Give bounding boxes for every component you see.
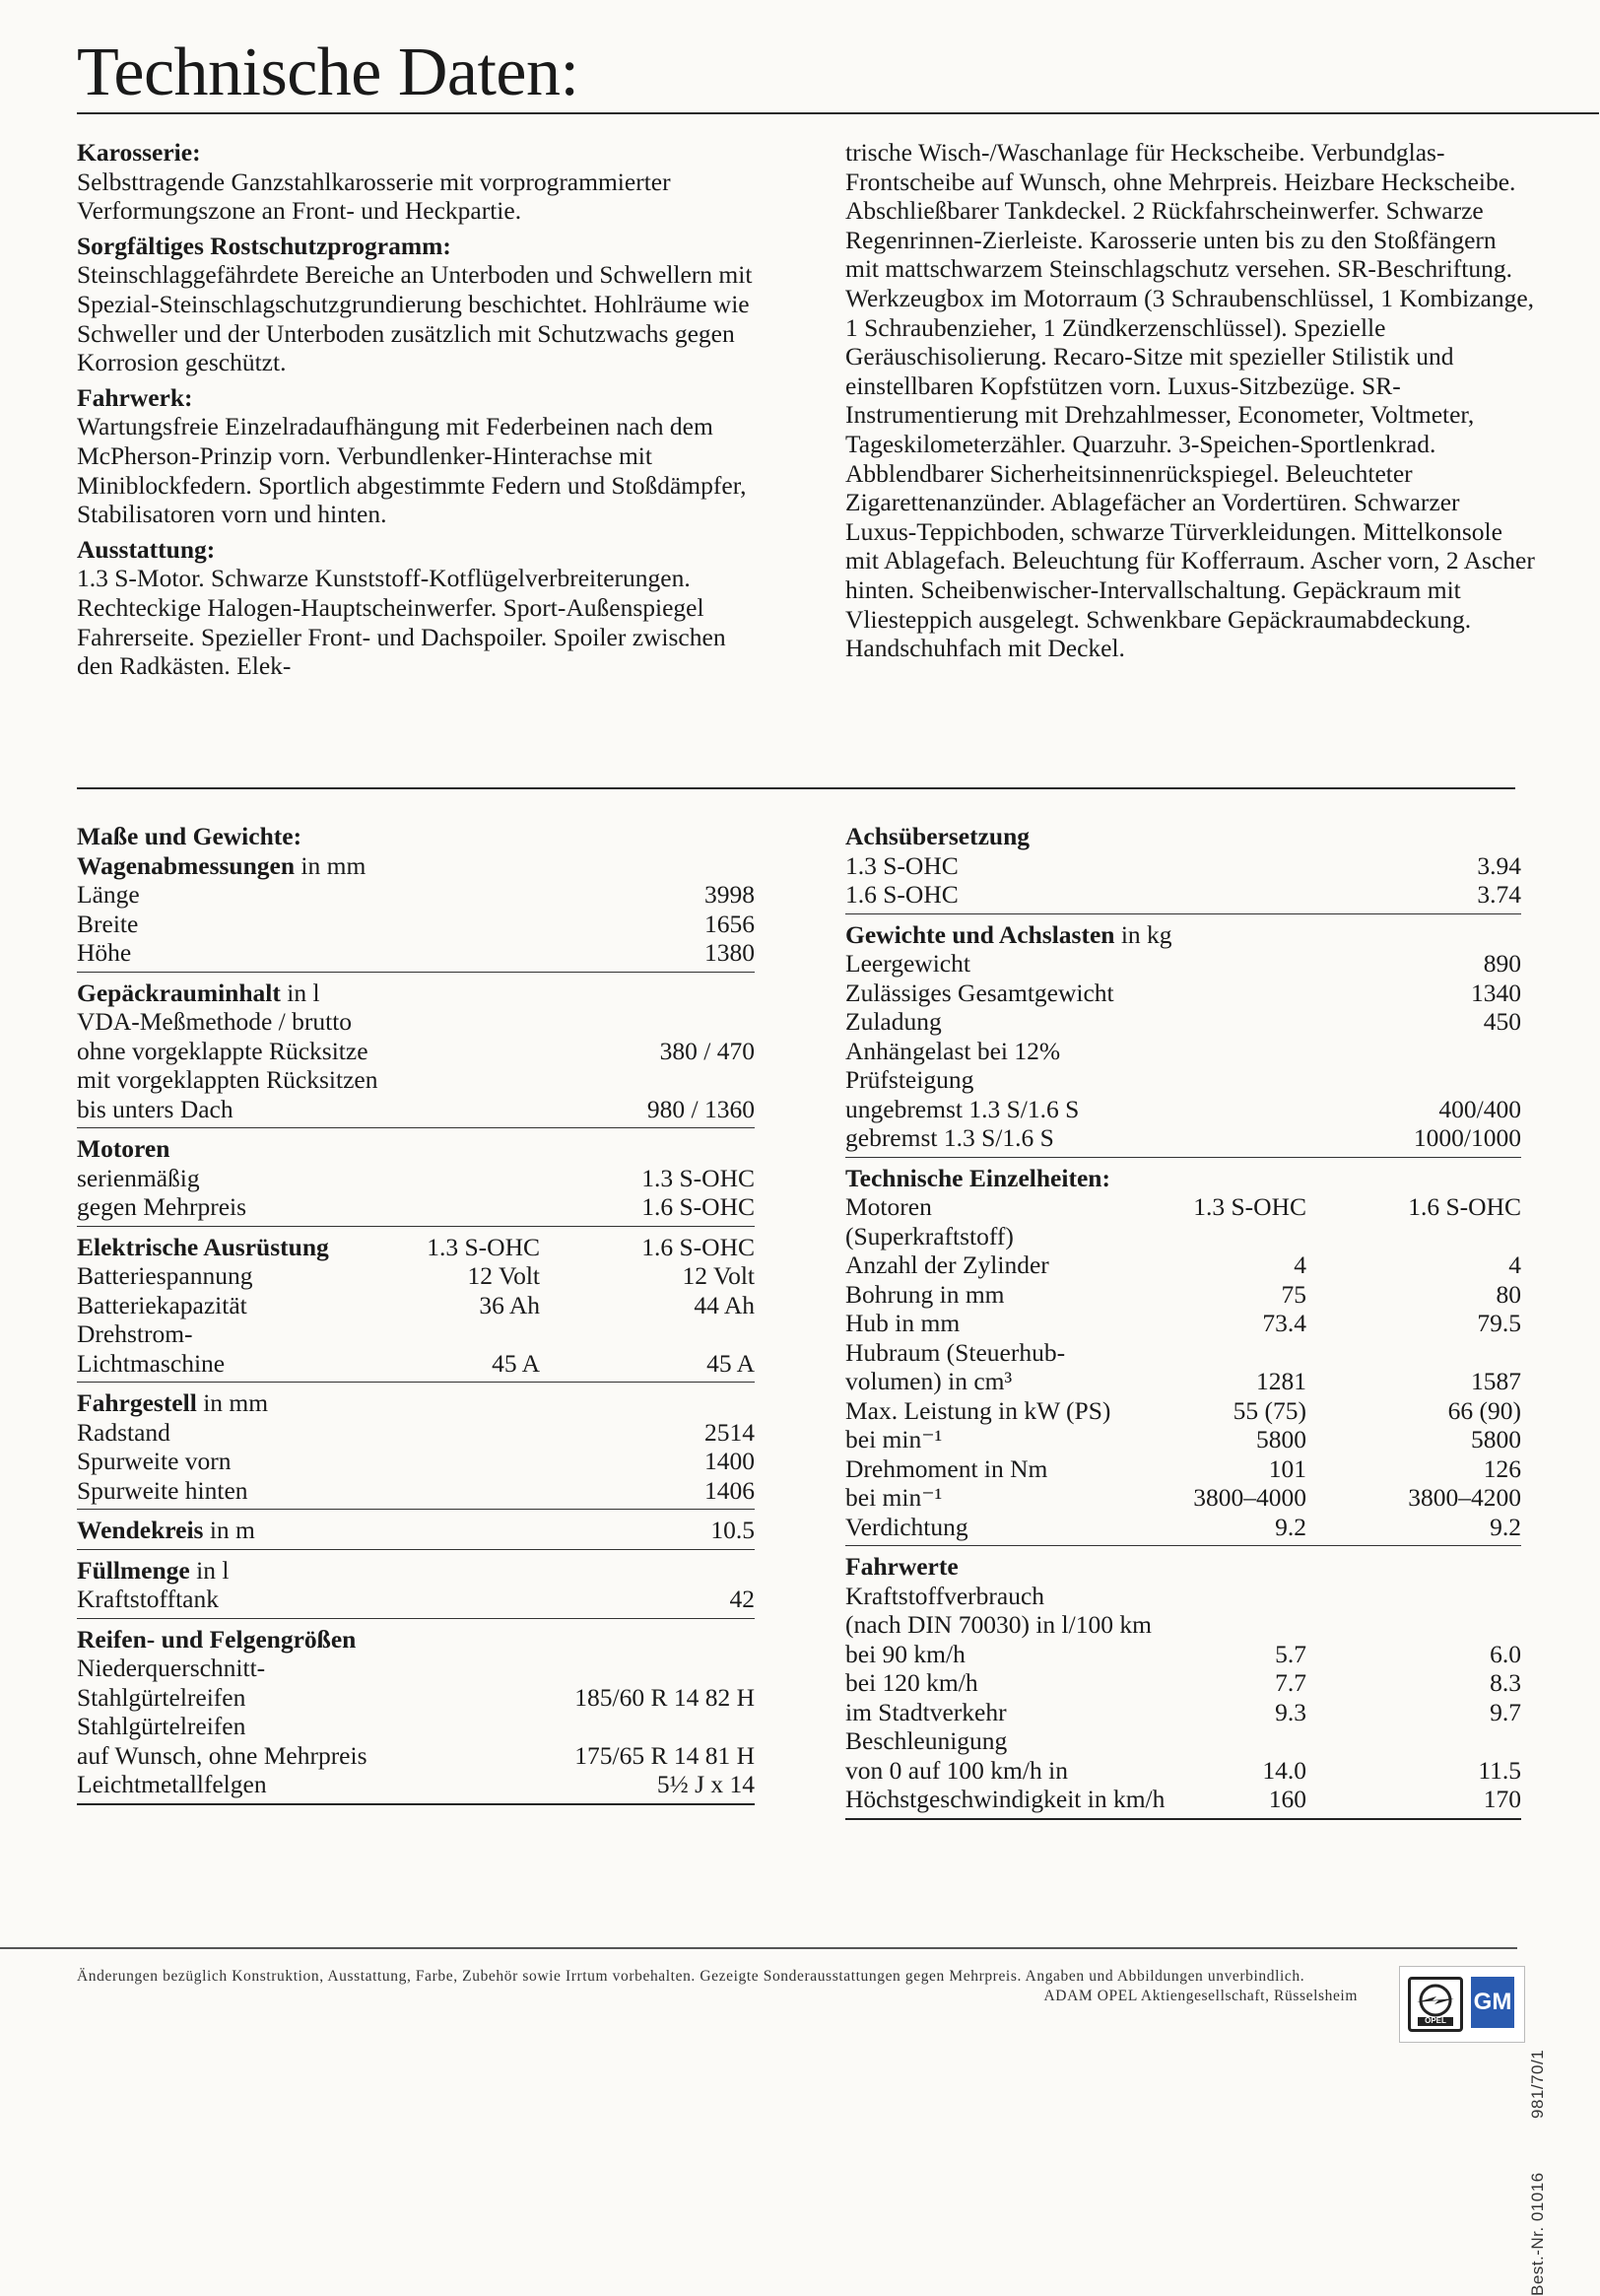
- spec-row: [845, 1513, 1521, 1542]
- spec-label-text: ungebremst 1.3 S/1.6 S: [845, 1094, 1080, 1123]
- spec-row: [845, 1095, 1521, 1124]
- spec-label: [845, 1552, 959, 1582]
- spec-label-text: Spurweite vorn: [77, 1447, 232, 1475]
- spec-label: [845, 1756, 1068, 1786]
- spec-label: [77, 1585, 219, 1614]
- spec-label-text: bei 90 km/h: [845, 1639, 966, 1668]
- spec-label: [845, 1280, 1005, 1310]
- spec-label: [77, 1192, 246, 1222]
- spec-label-text: volumen) in cm³: [845, 1367, 1013, 1395]
- spec-value-1: 5800: [1256, 1425, 1306, 1453]
- spec-row: [77, 1007, 755, 1037]
- spec-value-2: 4: [1508, 1250, 1521, 1279]
- spec-row: [845, 1552, 1521, 1582]
- spec-value-2: 42: [729, 1585, 755, 1613]
- spec-row: [845, 1668, 1521, 1698]
- spec-row: [77, 1770, 755, 1799]
- spec-label: [845, 949, 970, 979]
- spec-value-2: 10.5: [710, 1516, 755, 1544]
- opel-logo-text: OPEL: [1425, 2016, 1446, 2025]
- spec-row: [845, 1280, 1521, 1310]
- spec-value-2: 11.5: [1478, 1755, 1521, 1785]
- spec-row: [77, 1625, 755, 1654]
- spec-label-text: bis unters Dach: [77, 1094, 233, 1123]
- order-number: Best.-Nr. 01016: [1528, 2172, 1547, 2296]
- brand-logos: [1399, 1966, 1525, 2043]
- spec-value-1: 1281: [1256, 1367, 1306, 1395]
- gm-logo-icon: GM: [1471, 1977, 1514, 2028]
- spec-value-2: 9.2: [1490, 1512, 1521, 1541]
- spec-label: [845, 880, 959, 910]
- spec-label-text: 1.3 S-OHC: [845, 850, 959, 880]
- spec-value-1: 160: [1268, 1785, 1306, 1813]
- spec-row: [77, 1388, 755, 1418]
- spec-value-1: 36 Ah: [479, 1290, 540, 1319]
- spec-value-2: 79.5: [1477, 1309, 1521, 1337]
- spec-row: [845, 1338, 1521, 1368]
- spec-section: [77, 1516, 755, 1550]
- spec-label: [845, 1698, 1007, 1727]
- spec-label: [77, 1770, 267, 1799]
- spec-label-text: Technische Einzelheiten:: [845, 1163, 1110, 1192]
- spec-label-text: gebremst 1.3 S/1.6 S: [845, 1123, 1054, 1152]
- spec-label-text: Maße und Gewichte:: [77, 822, 302, 850]
- spec-unit: in l: [280, 978, 320, 1007]
- spec-row: [845, 1726, 1521, 1756]
- print-code: 981/70/1: [1528, 2049, 1547, 2119]
- page-title: Technische Daten:: [77, 34, 579, 110]
- spec-section: [77, 1556, 755, 1619]
- spec-row: [845, 920, 1521, 950]
- spec-label: [845, 1309, 960, 1338]
- spec-row: [845, 1698, 1521, 1727]
- spec-row: [845, 1037, 1521, 1066]
- spec-row: [77, 851, 755, 881]
- spec-value-2: 6.0: [1490, 1639, 1521, 1668]
- spec-value-2: 890: [1483, 949, 1521, 978]
- spec-label: [77, 910, 138, 939]
- spec-value-2: 1.6 S-OHC: [641, 1192, 755, 1221]
- spec-label: [77, 979, 320, 1008]
- spec-value-1: 101: [1268, 1453, 1306, 1483]
- spec-row: [77, 880, 755, 910]
- spec-row: [77, 1233, 755, 1262]
- karosserie-heading: Karosserie:: [77, 138, 201, 167]
- spec-value-1: 9.3: [1275, 1697, 1306, 1726]
- spec-value-2: 5800: [1471, 1425, 1521, 1453]
- spec-label: [77, 1164, 200, 1193]
- spec-row: [845, 1396, 1521, 1426]
- spec-value-1: 9.2: [1275, 1512, 1306, 1541]
- spec-label: [77, 1007, 352, 1037]
- spec-section: [77, 1134, 755, 1227]
- spec-label: [845, 1425, 942, 1454]
- spec-label: [845, 1396, 1110, 1426]
- spec-label-text: Anhängelast bei 12%: [845, 1036, 1061, 1065]
- spec-label-text: Prüfsteigung: [845, 1065, 974, 1094]
- spec-section: [77, 1388, 755, 1510]
- spec-label-text: bei min⁻¹: [845, 1425, 943, 1453]
- spec-row: [77, 1065, 755, 1095]
- spec-label-text: mit vorgeklappten Rücksitzen: [77, 1065, 378, 1094]
- spec-value-2: 8.3: [1490, 1668, 1521, 1697]
- spec-row: [77, 1291, 755, 1320]
- spec-value-2: 1000/1000: [1413, 1123, 1521, 1152]
- spec-label-text: Leichtmetallfelgen: [77, 1770, 267, 1798]
- spec-value-2: 66 (90): [1447, 1395, 1521, 1425]
- spec-label: [77, 1654, 265, 1683]
- spec-value-1: 45 A: [492, 1348, 540, 1378]
- spec-table-left: [77, 822, 755, 1811]
- rostschutz-heading: Sorgfältiges Rostschutzprogramm:: [77, 231, 451, 260]
- spec-value-2: 400/400: [1438, 1094, 1521, 1123]
- fahrwerk-heading: Fahrwerk:: [77, 382, 193, 412]
- spec-value-2: 3998: [704, 880, 755, 909]
- spec-row: [845, 1192, 1521, 1222]
- spec-section: [77, 822, 755, 973]
- spec-label-text: Länge: [77, 880, 140, 909]
- spec-unit: in m: [203, 1516, 255, 1544]
- spec-row: [77, 822, 755, 851]
- spec-label: [845, 1123, 1054, 1153]
- spec-label-text: Höhe: [77, 938, 132, 967]
- spec-label-text: Stahlgürtelreifen: [77, 1712, 246, 1740]
- spec-row: [77, 1712, 755, 1741]
- spec-row: [845, 1425, 1521, 1454]
- spec-label: [845, 1192, 932, 1222]
- spec-label-text: Wagenabmessungen: [77, 850, 296, 880]
- spec-label: [77, 1388, 268, 1418]
- spec-value-2: 2514: [704, 1417, 755, 1447]
- spec-row: [77, 1556, 755, 1586]
- spec-label-text: Leergewicht: [845, 949, 970, 978]
- spec-row: [845, 979, 1521, 1008]
- intro-right-column: [845, 138, 1535, 663]
- spec-label: [77, 880, 140, 910]
- spec-label: [845, 822, 1030, 851]
- title-underline: [77, 112, 1599, 114]
- spec-unit: in l: [189, 1555, 230, 1585]
- spec-label-text: von 0 auf 100 km/h in: [845, 1755, 1068, 1785]
- spec-label-text: 1.6 S-OHC: [845, 880, 959, 909]
- spec-value-1: 75: [1281, 1279, 1306, 1309]
- spec-value-1: 73.4: [1262, 1309, 1306, 1337]
- spec-label-text: Fahrwerte: [845, 1552, 959, 1581]
- spec-label-text: Elektrische Ausrüstung: [77, 1232, 329, 1261]
- spec-label-text: Batteriekapazität: [77, 1290, 247, 1319]
- footer-company: ADAM OPEL Aktiengesellschaft, Rüsselsheim: [1043, 1988, 1358, 2004]
- spec-row: [845, 1785, 1521, 1814]
- spec-label: [77, 1516, 255, 1545]
- spec-label-text: bei 120 km/h: [845, 1668, 978, 1697]
- spec-label: [845, 979, 1114, 1008]
- spec-label-text: Motoren: [77, 1134, 170, 1163]
- spec-row: [845, 1164, 1521, 1193]
- spec-label-text: (Superkraftstoff): [845, 1221, 1014, 1250]
- spec-label: [845, 1095, 1079, 1124]
- spec-label: [845, 1250, 1049, 1280]
- spec-label: [77, 851, 366, 881]
- spec-row: [77, 1516, 755, 1545]
- spec-row: [77, 1683, 755, 1713]
- spec-label: [845, 1222, 1014, 1251]
- section-divider: [77, 787, 1515, 789]
- spec-label: [845, 1726, 1007, 1756]
- spec-row: [845, 949, 1521, 979]
- spec-label: [845, 1483, 942, 1513]
- spec-value-2: 1.3 S-OHC: [641, 1163, 755, 1192]
- spec-label-text: VDA-Meßmethode / brutto: [77, 1007, 353, 1036]
- fahrwerk-text: Wartungsfreie Einzelradaufhängung mit Federbeinen nach dem McPherson-Prinzip vorn. Verbundlenker-Hinterachse mit Miniblockfedern. Sportlich abgestimmte Federn und Stoßdämpfer, Stabilisatoren vorn und hinten.: [77, 412, 747, 529]
- spec-label-text: Füllmenge: [77, 1555, 190, 1585]
- spec-row: [77, 1585, 755, 1614]
- spec-label: [845, 1065, 973, 1095]
- spec-row: [845, 822, 1521, 851]
- spec-label: [845, 1164, 1110, 1193]
- spec-value-2: 126: [1483, 1453, 1521, 1483]
- spec-label: [77, 1095, 233, 1124]
- spec-label-text: Beschleunigung: [845, 1726, 1008, 1755]
- spec-value-2: 45 A: [706, 1348, 755, 1378]
- spec-label-text: Reifen- und Felgengrößen: [77, 1624, 357, 1654]
- spec-row: [845, 1582, 1521, 1611]
- opel-blitz-logo-icon: [1408, 1977, 1463, 2032]
- spec-label-text: Drehstrom-: [77, 1319, 193, 1348]
- spec-label-text: gegen Mehrpreis: [77, 1192, 247, 1221]
- spec-row: [77, 1164, 755, 1193]
- spec-label-text: Fahrgestell: [77, 1388, 197, 1417]
- spec-label-text: Verdichtung: [845, 1512, 968, 1541]
- spec-row: [845, 1222, 1521, 1251]
- spec-value-2: 9.7: [1490, 1697, 1521, 1726]
- spec-value-2: 1656: [704, 909, 755, 938]
- spec-row: [845, 1610, 1521, 1640]
- spec-row: [77, 1134, 755, 1164]
- spec-value-2: 5½ J x 14: [656, 1770, 755, 1798]
- spec-label: [77, 1065, 377, 1095]
- spec-row: [77, 1095, 755, 1124]
- spec-label: [845, 1513, 968, 1542]
- spec-value-2: 1380: [704, 938, 755, 967]
- spec-section: [845, 822, 1521, 914]
- spec-label: [77, 1418, 170, 1448]
- spec-value-1: 14.0: [1262, 1755, 1306, 1785]
- spec-value-2: 80: [1496, 1279, 1521, 1309]
- spec-label-text: Max. Leistung in kW (PS): [845, 1395, 1111, 1425]
- spec-section: [77, 1233, 755, 1384]
- intro-left-column: [77, 138, 767, 681]
- spec-unit: in mm: [196, 1388, 269, 1417]
- spec-label: [77, 1037, 368, 1066]
- spec-row: [845, 880, 1521, 910]
- spec-table-right: [845, 822, 1521, 1826]
- spec-label: [845, 1367, 1012, 1396]
- spec-label-text: Wendekreis: [77, 1516, 204, 1544]
- spec-value-2: 1.6 S-OHC: [641, 1232, 755, 1261]
- spec-row: [845, 851, 1521, 881]
- spec-value-1: 1.3 S-OHC: [427, 1232, 540, 1261]
- spec-row: [77, 1654, 755, 1683]
- spec-row: [845, 1454, 1521, 1484]
- spec-label: [77, 1683, 245, 1713]
- spec-label-text: Anzahl der Zylinder: [845, 1250, 1049, 1279]
- spec-label: [845, 1007, 942, 1037]
- spec-label: [77, 1476, 248, 1506]
- spec-label-text: ohne vorgeklappte Rücksitze: [77, 1036, 368, 1065]
- spec-label: [77, 1134, 169, 1164]
- spec-value-2: 185/60 R 14 82 H: [574, 1682, 755, 1712]
- spec-label: [77, 1319, 193, 1349]
- spec-label: [845, 1640, 966, 1669]
- spec-row: [77, 1349, 755, 1379]
- spec-value-2: 3.74: [1477, 880, 1521, 909]
- spec-value-2: 3800–4200: [1408, 1483, 1521, 1512]
- spec-label: [845, 1454, 1047, 1484]
- spec-row: [77, 1741, 755, 1771]
- spec-label-text: serienmäßig: [77, 1163, 200, 1192]
- spec-value-1: 7.7: [1275, 1668, 1306, 1697]
- spec-label-text: Zuladung: [845, 1007, 942, 1036]
- spec-row: [845, 1123, 1521, 1153]
- spec-row: [77, 1418, 755, 1448]
- spec-row: [77, 910, 755, 939]
- spec-value-2: 1406: [704, 1475, 755, 1505]
- footer: [77, 1967, 1358, 2006]
- spec-row: [845, 1640, 1521, 1669]
- spec-row: [77, 1447, 755, 1476]
- spec-row: [77, 1192, 755, 1222]
- spec-label-text: bei min⁻¹: [845, 1483, 943, 1512]
- spec-label-text: Breite: [77, 909, 139, 938]
- spec-value-2: 1400: [704, 1447, 755, 1475]
- spec-label-text: Achsübersetzung: [845, 822, 1031, 850]
- spec-label: [845, 1785, 1165, 1814]
- spec-label: [77, 1261, 252, 1291]
- spec-row: [77, 1319, 755, 1349]
- spec-label-text: Radstand: [77, 1417, 170, 1447]
- footer-divider: [0, 1947, 1517, 1949]
- spec-label: [77, 1233, 329, 1262]
- spec-section: [77, 979, 755, 1129]
- spec-value-2: 1340: [1471, 978, 1521, 1007]
- spec-value-1: 12 Volt: [467, 1261, 540, 1290]
- spec-label: [77, 1349, 225, 1379]
- spec-row: [845, 1483, 1521, 1513]
- spec-label-text: Hub in mm: [845, 1309, 961, 1337]
- spec-label-text: Höchstgeschwindigkeit in km/h: [845, 1785, 1166, 1813]
- spec-row: [77, 1476, 755, 1506]
- spec-value-2: 175/65 R 14 81 H: [574, 1740, 755, 1770]
- spec-label: [845, 1338, 1065, 1368]
- spec-row: [845, 1007, 1521, 1037]
- spec-label-text: Kraftstofftank: [77, 1585, 219, 1613]
- spec-row: [77, 1261, 755, 1291]
- spec-label: [845, 1037, 1060, 1066]
- spec-row: [77, 938, 755, 968]
- spec-row: [845, 1756, 1521, 1786]
- spec-value-2: 3.94: [1477, 850, 1521, 880]
- footer-disclaimer: Änderungen bezüglich Konstruktion, Ausstattung, Farbe, Zubehör sowie Irrtum vorbehalten. Gezeigte Sonderausstattungen gegen Mehrpreis. Angaben und Abbildungen unverbindlich.: [77, 1968, 1305, 1985]
- spec-row: [845, 1065, 1521, 1095]
- spec-label: [77, 938, 131, 968]
- spec-label: [77, 1291, 247, 1320]
- spec-label-text: auf Wunsch, ohne Mehrpreis: [77, 1740, 367, 1770]
- spec-label-text: Bohrung in mm: [845, 1279, 1005, 1309]
- spec-label-text: Drehmoment in Nm: [845, 1453, 1048, 1483]
- spec-label-text: Motoren: [845, 1192, 932, 1221]
- spec-unit: in kg: [1114, 919, 1172, 949]
- spec-label: [77, 1712, 245, 1741]
- spec-label: [845, 1582, 1044, 1611]
- spec-section: [845, 920, 1521, 1158]
- karosserie-text: Selbsttragende Ganzstahlkarosserie mit vorprogrammierter Verformungszone an Front- und Heckpartie.: [77, 167, 671, 226]
- spec-label-text: Gepäckrauminhalt: [77, 978, 281, 1007]
- ausstattung-heading: Ausstattung:: [77, 534, 216, 564]
- spec-label-text: Batteriespannung: [77, 1261, 253, 1290]
- spec-row: [845, 1309, 1521, 1338]
- spec-row: [77, 1037, 755, 1066]
- spec-label: [77, 1556, 229, 1586]
- spec-value-2: 980 / 1360: [646, 1094, 755, 1123]
- spec-label-text: Stahlgürtelreifen: [77, 1682, 246, 1712]
- spec-row: [845, 1367, 1521, 1396]
- spec-section: [77, 1625, 755, 1805]
- spec-label-text: Zulässiges Gesamtgewicht: [845, 978, 1114, 1007]
- spec-value-2: 1.6 S-OHC: [1408, 1192, 1521, 1221]
- spec-label-text: Spurweite hinten: [77, 1475, 248, 1505]
- spec-label: [77, 1447, 232, 1476]
- spec-value-1: 4: [1294, 1250, 1306, 1279]
- spec-value-1: 1.3 S-OHC: [1193, 1192, 1306, 1221]
- spec-label-text: Kraftstoffverbrauch: [845, 1581, 1045, 1610]
- spec-row: [845, 1250, 1521, 1280]
- spec-value-1: 55 (75): [1233, 1395, 1306, 1425]
- spec-row: [77, 979, 755, 1008]
- spec-label: [77, 822, 301, 851]
- spec-value-2: 12 Volt: [682, 1261, 755, 1290]
- spec-value-1: 3800–4000: [1193, 1483, 1306, 1512]
- spec-section: [845, 1164, 1521, 1547]
- spec-label-text: Niederquerschnitt-: [77, 1654, 266, 1682]
- spec-label: [77, 1625, 356, 1654]
- spec-value-2: 1587: [1471, 1367, 1521, 1395]
- spec-label-text: Lichtmaschine: [77, 1348, 226, 1378]
- spec-label-text: (nach DIN 70030) in l/100 km: [845, 1610, 1152, 1639]
- spec-label: [845, 1610, 1152, 1640]
- ausstattung-text-2: trische Wisch-/Waschanlage für Heckscheibe. Verbundglas-Frontscheibe auf Wunsch, ohne Mehrpreis. Heizbare Heckscheibe. Abschließbarer Tankdeckel. 2 Rückfahrscheinwerfer. Schwarze Regenrinnen-Zierleiste. Karosserie unten bis zu den Stoßfängern mit mattschwarzem Steinschlagschutz versehen. SR-Beschriftung. Werkzeugbox im Motorraum (3 Schraubenschlüssel, 1 Kombizange, 1 Schraubenzieher, 1 Zündkerzenschlüssel). Spezielle Geräuschisolierung. Recaro-Sitze mit spezieller Stilistik und einstellbaren Kopfstützen vorn. Luxus-Sitzbezüge. SR-Instrumentierung mit Drehzahlmesser, Econometer, Voltmeter, Tageskilometerzähler. Quarzuhr. 3-Speichen-Sportlenkrad. Abblendbarer Sicherheitsinnenrückspiegel. Beleuchteter Zigarettenanzünder. Ablagefächer an Vordertüren. Schwarzer Luxus-Teppichboden, schwarze Türverkleidungen. Mittelkonsole mit Ablagefach. Beleuchtung für Kofferraum. Ascher vorn, 2 Ascher hinten. Scheibenwischer-Intervallschaltung. Gepäckraum mit Vliesteppich ausgelegt. Schwenkbare Gepäckraumabdeckung. Handschuhfach mit Deckel.: [845, 138, 1535, 663]
- spec-label: [77, 1741, 367, 1771]
- spec-value-2: 44 Ah: [694, 1290, 755, 1319]
- spec-unit: in mm: [295, 850, 367, 880]
- spec-label-text: Hubraum (Steuerhub-: [845, 1337, 1066, 1367]
- spec-value-2: 170: [1483, 1785, 1521, 1813]
- spec-value-2: 450: [1483, 1007, 1521, 1036]
- ausstattung-text-1: 1.3 S-Motor. Schwarze Kunststoff-Kotflügelverbreiterungen. Rechteckige Halogen-Hauptscheinwerfer. Sport-Außenspiegel Fahrerseite. Spezieller Front- und Dachspoiler. Spoiler zwischen den Radkästen. Elek-: [77, 564, 726, 681]
- rostschutz-text: Steinschlaggefährdete Bereiche an Unterboden und Schwellern mit Spezial-Steinschlagschutzgrundierung beschichtet. Hohlräume wie Schweller und der Unterboden zusätzlich mit Schutzwachs gegen Korrosion geschützt.: [77, 260, 753, 377]
- spec-label: [845, 1668, 978, 1698]
- spec-label: [845, 920, 1172, 950]
- spec-value-2: 380 / 470: [659, 1036, 755, 1065]
- spec-label: [845, 851, 959, 881]
- spec-value-1: 5.7: [1275, 1639, 1306, 1668]
- spec-section: [845, 1552, 1521, 1820]
- spec-label-text: im Stadtverkehr: [845, 1697, 1007, 1726]
- spec-label-text: Gewichte und Achslasten: [845, 919, 1115, 949]
